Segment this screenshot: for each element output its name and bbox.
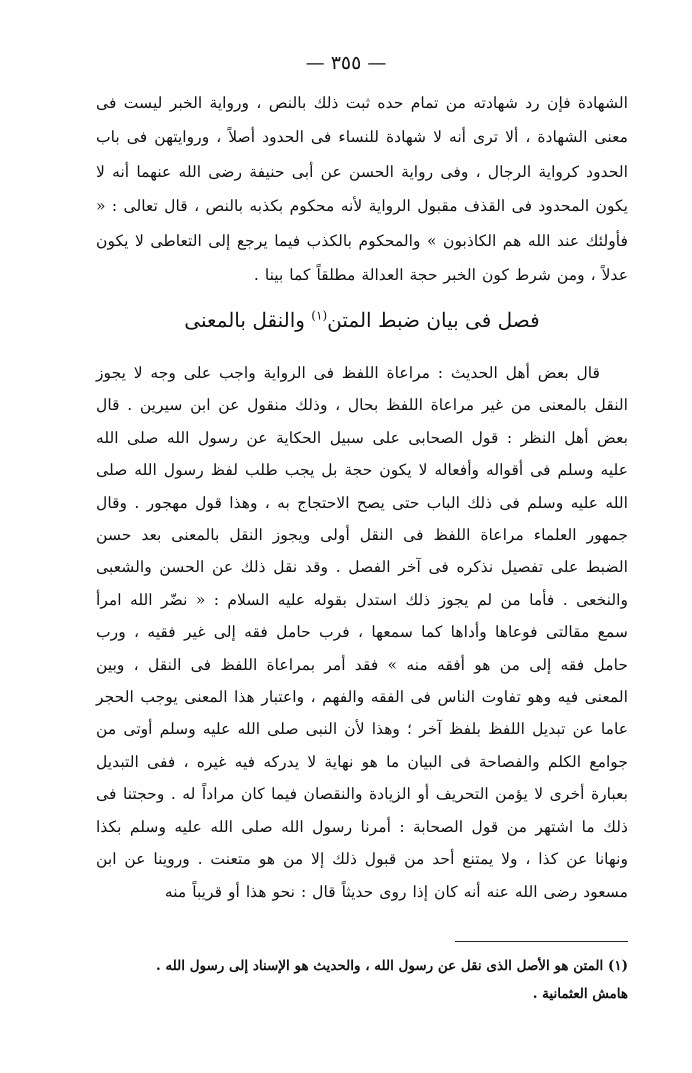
- main-paragraph-block: [96, 357, 628, 908]
- main-paragraph: قال بعض أهل الحديث : مراعاة اللفظ فى الرواية واجب على وجه لا يجوز النقل بالمعنى من غير مراعاة اللفظ بحال ، وذلك منقول عن ابن سيرين . قال بعض أهل النظر : قول الصحابى على سبيل الحكاية عن رسول الله صلى الله عليه وسلم فى أقواله وأفعاله لا يكون حجة بل يجب طلب لفظ رسول الله صلى الله عليه وسلم فى ذلك الباب حتى يصح الاحتجاج به ، وهذا قول مهجور . وقال جمهور العلماء مراعاة اللفظ فى النقل أولى ويجوز النقل بالمعنى بعد حسن الضبط على تفصيل نذكره فى آخر الفصل . وقد نقل ذلك عن الحسن والشعبى والنخعى . فأما من لم يجوز ذلك استدل بقوله عليه السلام : « نضّر الله امرأ سمع مقالتى فوعاها وأداها كما سمعها ، فرب حامل فقه إلى غير فقيه ، ورب حامل فقه إلى من هو أفقه منه » فقد أمر بمراعاة اللفظ فى النقل ، وبين المعنى فيه وهو تفاوت الناس فى الفقه والفهم ، واعتبار هذا المعنى يوجب الحجر عاما عن تبديل اللفظ بلفظ آخر ؛ وهذا لأن النبى صلى الله عليه وسلم أوتى من جوامع الكلم والفصاحة فى البيان ما هو نهاية لا يدركه فيه غيره ، ففى التبديل بعبارة أخرى لا يؤمن التحريف أو الزيادة والنقصان فيما كان مراداً له . وحجتنا فى ذلك ما اشتهر من قول الصحابة : أمرنا رسول الله صلى الله عليه وسلم بكذا ونهانا عن كذا ، ولا يمتنع أحد من قبول ذلك إلا من هو متعنت . وروينا عن ابن مسعود رضى الله عنه أنه كان إذا روى حديثاً قال : نحو هذا أو قريباً منه: [96, 364, 628, 901]
- top-paragraph: الشهادة فإن رد شهادته من تمام حده ثبت ذلك بالنص ، ورواية الخبر ليست فى معنى الشهادة ، ألا ترى أنه لا شهادة للنساء فى الحدود أصلاً ، وروايتهن فى باب الحدود كرواية الرجال ، وفى رواية الحسن عن أبى حنيفة رضى الله عنهما أنه لا يكون المحدود فى القذف مقبول الرواية لأنه محكوم بكذبه بالنص ، قال تعالى : « فأولئك عند الله هم الكاذبون » والمحكوم بالكذب فيما يرجع إلى التعاطى لا يكون عدلاً ، ومن شرط كون الخبر حجة العدالة مطلقاً كما بينا .: [96, 94, 628, 285]
- footnote-reference-mark: (١): [311, 308, 328, 323]
- footnote: [96, 952, 628, 1008]
- page-number: — ٣٥٥ —: [305, 52, 387, 74]
- section-heading-tail: والنقل بالمعنى: [184, 308, 312, 332]
- section-heading: [96, 308, 628, 332]
- footnote-line-1: (١) المتن هو الأصل الذى نقل عن رسول الله ، والحديث هو الإسناد إلى رسول الله .: [156, 958, 628, 974]
- footnote-divider: [455, 941, 628, 942]
- section-heading-text: فصل فى بيان ضبط المتن: [327, 308, 540, 332]
- footnote-line-2: هامش العثمانية .: [532, 986, 628, 1002]
- top-paragraph-block: [96, 86, 628, 292]
